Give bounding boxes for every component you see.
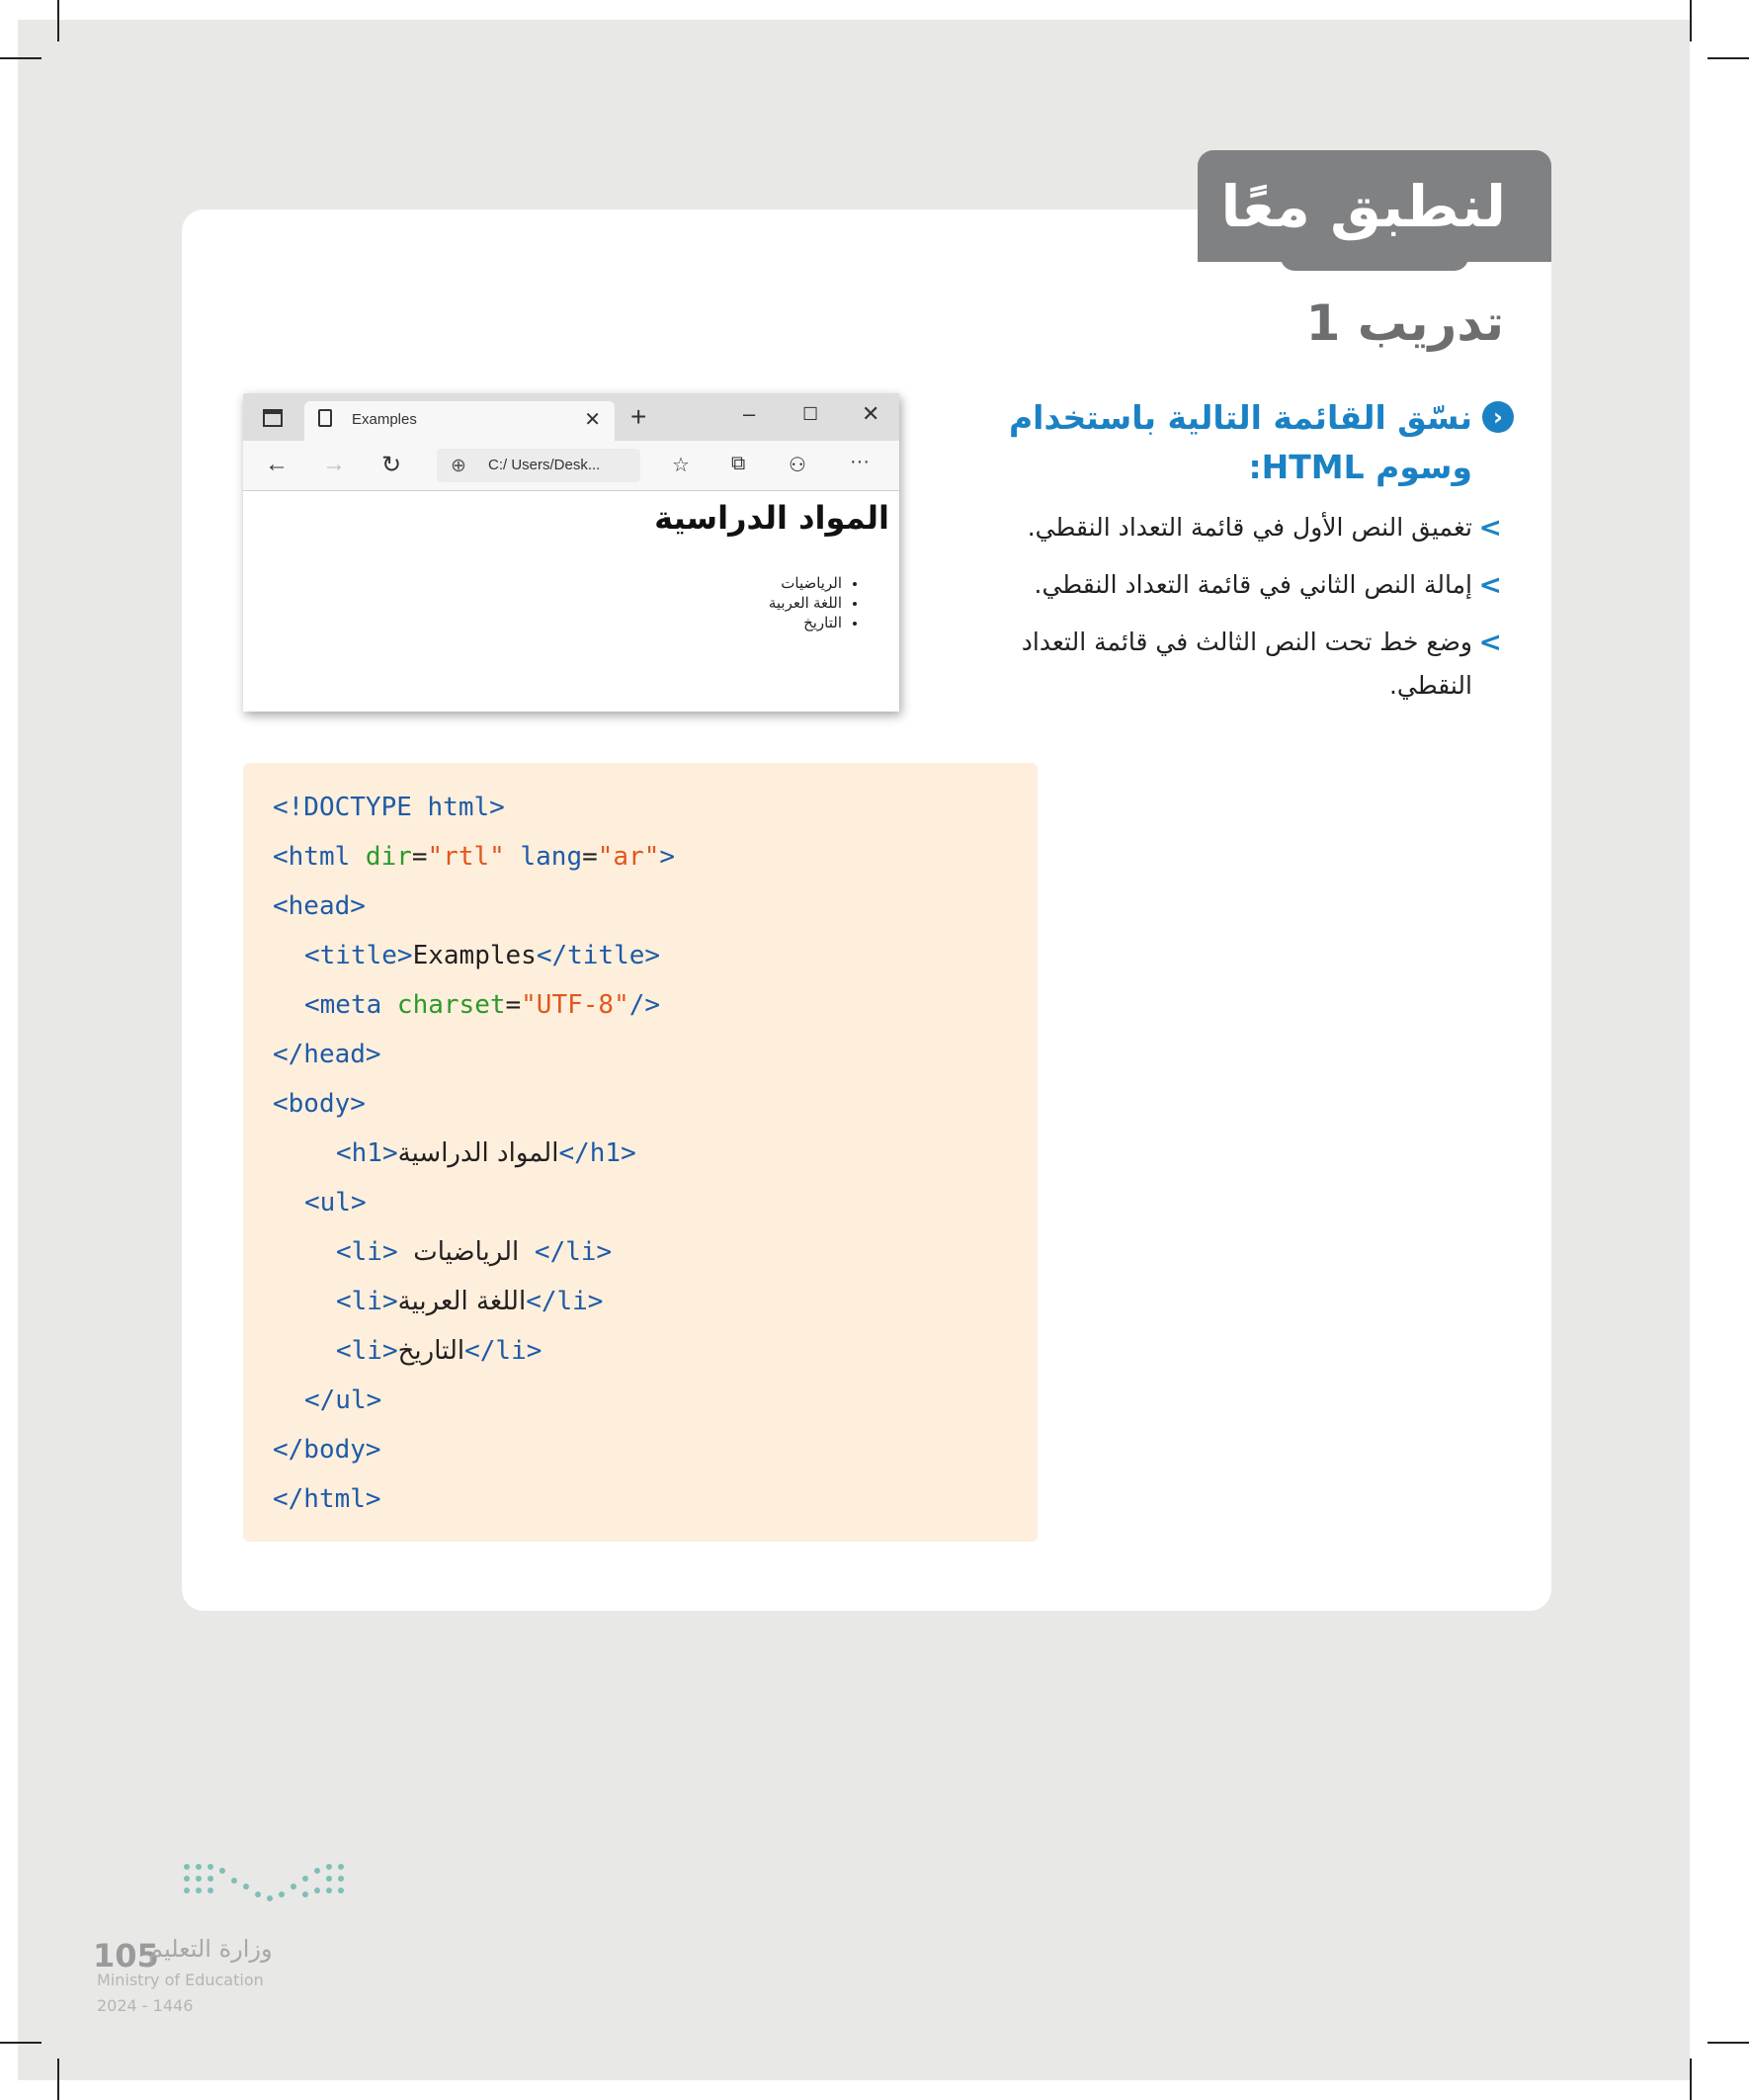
browser-window [243,393,899,712]
favorites-icon[interactable]: ☆ [672,455,690,476]
refresh-icon[interactable]: ↻ [381,452,402,478]
task-instructions [958,393,1503,721]
back-arrow-icon[interactable]: ← [265,451,289,477]
task-title [958,393,1503,492]
code-block [243,763,1038,1542]
task-bullet [958,621,1502,708]
code-line: </head> [273,1040,381,1069]
crop-mark [1690,0,1692,42]
maximize-icon[interactable]: ☐ [802,404,819,424]
minimize-icon[interactable]: – [743,401,756,426]
ministry-logo-dots [178,1858,356,1917]
code-line: <head> [273,891,366,921]
code-line: </html> [273,1484,381,1514]
code-line: </ul> [304,1386,382,1415]
crop-mark [57,0,59,42]
more-options-icon[interactable]: ··· [850,451,870,472]
crop-mark [0,57,42,59]
code-line: <ul> [304,1188,367,1218]
rendered-list [769,574,862,633]
rendered-list-item: • التاريخ [769,614,842,633]
chevron-icon: > [1478,511,1502,544]
page-icon [318,409,332,427]
code-line: <!DOCTYPE html> [273,793,505,822]
page-number: 105 [93,1937,159,1974]
browser-nav-bar [243,441,899,491]
close-window-icon[interactable]: ✕ [862,401,880,426]
rendered-list-item: • الرياضيات [769,574,842,594]
rendered-list-item: • اللغة العربية [769,594,842,614]
address-text: C:/ Users/Desk... [488,457,601,473]
tab-actions-icon[interactable] [263,409,283,427]
section-heading-tab [1198,150,1551,262]
address-bar[interactable] [437,449,640,482]
task-bullet [958,563,1502,607]
profile-icon[interactable]: ⚇ [789,455,806,476]
crop-mark [0,2042,42,2044]
code-line: <title>Examples</title> [304,941,661,970]
rendered-heading: المواد الدراسية [654,499,889,537]
chevron-left-circle-icon: ‹ [1482,401,1514,433]
task-title-text: نسّق القائمة التالية باستخدام وسوم HTML: [1008,398,1472,486]
forward-arrow-icon[interactable]: → [322,451,346,477]
task-bullet-text: إمالة النص الثاني في قائمة التعداد النقطي. [1034,570,1472,599]
collections-icon[interactable]: ⧉ [731,453,746,474]
close-tab-icon[interactable]: ✕ [584,409,601,431]
browser-page-content [243,491,899,712]
tab-title: Examples [352,411,417,428]
task-bullet-list [958,506,1502,708]
globe-icon: ⊕ [451,456,466,476]
crop-mark [1690,2058,1692,2100]
code-line: <h1>المواد الدراسية</h1> [336,1138,636,1168]
crop-mark [1707,2042,1749,2044]
ministry-name-english: Ministry of Education [97,1971,264,1989]
code-line: <li>التاريخ</li> [336,1336,542,1366]
browser-tab-bar [243,393,899,441]
crop-mark [57,2058,59,2100]
code-line: <li> الرياضيات </li> [336,1237,613,1267]
code-line: </body> [273,1435,381,1465]
task-bullet [958,506,1502,549]
academic-years: 2024 - 1446 [97,1996,194,2015]
exercise-title: تدريب 1 [1305,294,1504,352]
section-heading: لنطبق معًا [1220,172,1506,240]
code-line: <meta charset="UTF-8"/> [304,990,661,1020]
browser-tab[interactable] [304,401,615,441]
new-tab-icon[interactable]: + [630,401,647,432]
chevron-icon: > [1478,568,1502,601]
crop-mark [1707,57,1749,59]
code-line: <body> [273,1089,366,1119]
chevron-icon: > [1478,626,1502,658]
code-line: <html dir="rtl" lang="ar"> [273,842,676,872]
ministry-name-arabic: وزارة التعليم [148,1935,273,1963]
task-bullet-text: تغميق النص الأول في قائمة التعداد النقطي. [1027,513,1472,542]
task-bullet-text: وضع خط تحت النص الثالث في قائمة التعداد النقطي. [1021,628,1472,700]
code-line: <li>اللغة العربية</li> [336,1287,604,1316]
